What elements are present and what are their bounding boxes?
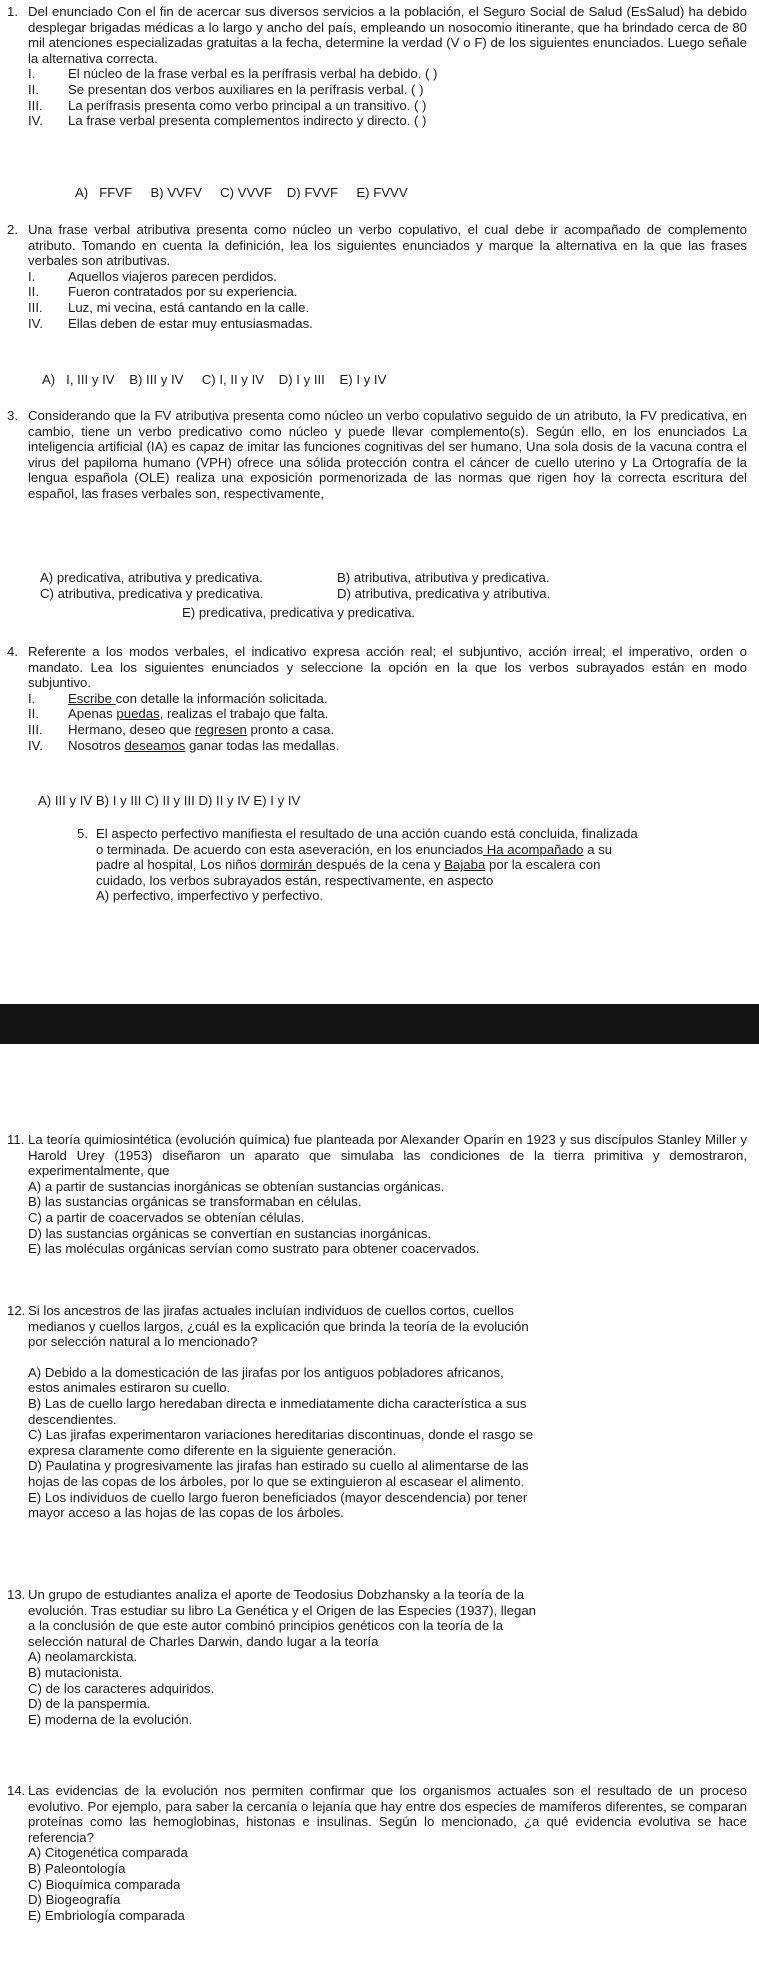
question-text: medianos y cuellos largos, ¿cuál es la explicación que brinda la teoría de la evolución: [28, 1318, 529, 1334]
question-text: por selección natural a lo mencionado?: [28, 1334, 258, 1350]
question-1: [7, 4, 747, 129]
statement: IV. La frase verbal presenta complementos indirecto y directo. ( ): [28, 113, 427, 129]
option-e-cont: mayor acceso a las hojas de las copas de los árboles.: [28, 1505, 344, 1521]
option-b: B) Las de cuello largo heredaban directa e inmediatamente dicha característica a sus: [28, 1395, 527, 1411]
option-b: B) mutacionista.: [28, 1664, 123, 1680]
option-b-cont: descendientes.: [28, 1411, 117, 1427]
question-number: 4.: [7, 644, 18, 659]
option-b: B) atributiva, atributiva y predicativa.: [337, 570, 550, 585]
option-a: A) a partir de sustancias inorgánicas se obtenían sustancias orgánicas.: [28, 1178, 445, 1194]
option-a-cont: estos animales estiraron su cuello.: [28, 1380, 231, 1396]
question-number: 14.: [7, 1783, 26, 1798]
answer-options: A) III y IV B) I y III C) II y III D) II y IV E) I y IV: [38, 793, 301, 808]
question-14: [7, 1783, 747, 1923]
question-text: La teoría quimiosintética (evolución química) fue planteada por Alexander Oparín en 1923 y sus discípulos Stanley Miller y Harold Urey (1953) diseñaron un aparato que simulaba las condiciones de la tierra primitiva y demostraron, experimentalmente, que: [28, 1132, 747, 1179]
underlined-verb: regresen: [194, 721, 247, 737]
option-e: E) Embriología comparada: [28, 1907, 185, 1923]
question-text: Considerando que la FV atributiva presenta como núcleo un verbo copulativo seguido de un atributo, la FV predicativa, en cambio, tiene un verbo predicativo como núcleo y puede llevar complemento(s). Según ello, en los enunciados La inteligencia artificial (IA) es capaz de imitar las funciones cognitivas del ser humano, Una sola dosis de la vacuna contra el virus del papiloma humano (VPH) ofrece una sólida protección contra el cáncer de cuello uterino y La Ortografía de la lengua española (OLE) realiza una exposición pormenorizada de las normas que rigen hoy la correcta escritura del español, las frases verbales son, respectivamente,: [28, 408, 747, 501]
option-a: A) neolamarckista.: [28, 1649, 138, 1665]
option-d: D) atributiva, predicativa y atributiva.: [337, 586, 551, 601]
option-a: A) Debido a la domesticación de las jirafas por los antiguos pobladores africanos,: [28, 1364, 504, 1380]
option-c: C) Las jirafas experimentaron variaciones hereditarias discontinuas, donde el rasgo se: [28, 1427, 534, 1443]
question-text: Un grupo de estudiantes analiza el aporte de Teodosius Dobzhansky a la teoría de la: [28, 1587, 525, 1602]
statement: II. Apenas puedas, realizas el trabajo que falta.: [28, 706, 329, 722]
question-11: [7, 1132, 747, 1257]
option-c: C) de los caracteres adquiridos.: [28, 1680, 215, 1696]
option-e: E) predicativa, predicativa y predicativa.: [182, 605, 416, 620]
statement-list: [28, 691, 747, 753]
underlined-verb: Bajaba: [444, 857, 486, 873]
statement: III. La perífrasis presenta como verbo principal a un transitivo. ( ): [28, 97, 427, 113]
option-a: A) perfectivo, imperfectivo y perfectivo.: [96, 888, 324, 904]
answer-options: A) I, III y IV B) III y IV C) I, II y IV D) I y III E) I y IV: [42, 372, 387, 387]
question-5: 5. El aspecto perfectivo manifiesta el resultado de una acción cuando está concluida, finalizada o terminada. De acuerdo con esta aseveración, en los enunciados Ha acompañado a su padre al hospital, Los niños dormirán después de la cena y Bajaba por la escalera con cuidado, los verbos subrayados están, respectivamente, en aspecto A) perfectivo, imperfectivo y perfectivo.: [77, 826, 747, 904]
underlined-verb: dormirán: [260, 857, 316, 873]
option-d: D) de la panspermia.: [28, 1696, 151, 1712]
statement: III. Luz, mi vecina, está cantando en la calle.: [28, 299, 310, 315]
question-text: Una frase verbal atributiva presenta como núcleo un verbo copulativo, el cual debe ir acompañado de complemento atributo. Tomando en cuenta la definición, lea los siguientes enunciados y marque la alternativa en la que las frases verbales son atributivas.: [28, 222, 747, 269]
option-e: E) moderna de la evolución.: [28, 1711, 193, 1727]
underlined-verb: Ha acompañado: [483, 841, 584, 857]
question-number: 12.: [7, 1303, 26, 1318]
question-number: 5.: [77, 826, 88, 841]
option-a: A) predicativa, atributiva y predicativa.: [40, 570, 263, 585]
page-divider: [0, 1004, 759, 1044]
question-text: selección natural de Charles Darwin, dando lugar a la teoría: [28, 1633, 379, 1649]
statement-list: [28, 66, 747, 128]
underlined-verb: deseamos: [124, 737, 186, 753]
question-text: evolución. Tras estudiar su libro La Genética y el Origen de las Especies (1937), llegan: [28, 1602, 536, 1618]
statement: II. Fueron contratados por su experiencia.: [28, 284, 298, 300]
underlined-verb: puedas: [116, 706, 160, 722]
question-text: Si los ancestros de las jirafas actuales incluían individuos de cuellos cortos, cuellos: [28, 1303, 514, 1318]
option-d: D) Biogeografía: [28, 1892, 121, 1908]
question-12: [7, 1303, 747, 1521]
option-b: B) Paleontología: [28, 1860, 126, 1876]
option-e: E) Los individuos de cuello largo fueron beneficiados (mayor descendencia) por tener: [28, 1489, 528, 1505]
question-2: [7, 222, 747, 331]
question-number: 3.: [7, 408, 18, 423]
question-text: a la conclusión de que este autor combinó principios genéticos con la teoría de la: [28, 1618, 504, 1634]
statement: IV. Ellas deben de estar muy entusiasmadas.: [28, 315, 313, 331]
question-13: [7, 1587, 747, 1727]
statement: I. El núcleo de la frase verbal es la perífrasis verbal ha debido. ( ): [28, 66, 438, 82]
statement: IV. Nosotros deseamos ganar todas las medallas.: [28, 737, 340, 753]
question-number: 1.: [7, 4, 18, 19]
option-d: D) Paulatina y progresivamente las jirafas han estirado su cuello al alimentarse de las: [28, 1458, 529, 1474]
option-b: B) las sustancias orgánicas se transformaban en células.: [28, 1194, 362, 1210]
answer-options: A) FFVF B) VVFV C) VVVF D) FVVF E) FVVV: [75, 185, 408, 200]
question-number: 2.: [7, 222, 18, 237]
statement: III. Hermano, deseo que regresen pronto a casa.: [28, 721, 335, 737]
question-text: Referente a los modos verbales, el indicativo expresa acción real; el subjuntivo, acción irreal; el imperativo, orden o mandato. Lea los siguientes enunciados y seleccione la opción en la que los verbos subrayados están en modo subjuntivo.: [28, 644, 747, 691]
statement: II. Se presentan dos verbos auxiliares en la perífrasis verbal. ( ): [28, 81, 424, 97]
option-c: C) a partir de coacervados se obtenían células.: [28, 1209, 305, 1225]
question-text: Las evidencias de la evolución nos permiten confirmar que los organismos actuales son el resultado de un proceso evolutivo. Por ejemplo, para saber la cercanía o lejanía que hay entre dos especies de mamíferos diferentes, se comparan proteínas como las hemoglobinas, histonas e insulinas. Según lo mencionado, ¿a qué evidencia evolutiva se hace referencia?: [28, 1783, 747, 1845]
question-number: 11.: [7, 1132, 25, 1147]
option-d: D) las sustancias orgánicas se convertían en sustancias inorgánicas.: [28, 1225, 432, 1241]
option-e: E) las moléculas orgánicas servían como sustrato para obtener coacervados.: [28, 1241, 480, 1257]
question-3: [7, 408, 747, 502]
option-c: C) Bioquímica comparada: [28, 1876, 181, 1892]
statement-list: [28, 269, 747, 331]
question-number: 13.: [7, 1587, 26, 1602]
statement: I. Escribe con detalle la información solicitada.: [28, 690, 328, 706]
option-a: A) Citogenética comparada: [28, 1845, 188, 1861]
question-4: [7, 644, 747, 753]
question-text: Del enunciado Con el fin de acercar sus diversos servicios a la población, el Seguro Social de Salud (EsSalud) ha debido desplegar brigadas médicas a lo largo y ancho del país, empleando un nosocomio itinerante, que ha brindado cerca de 80 mil atenciones especializadas gratuitas a la fecha, determine la verdad (V o F) de los siguientes enunciados. Luego señale la alternativa correcta.: [28, 4, 747, 66]
option-c-cont: expresa claramente como diferente en la siguiente generación.: [28, 1442, 397, 1458]
option-d-cont: hojas de las copas de los árboles, por lo que se extinguieron al escasear el alimento.: [28, 1473, 525, 1489]
option-c: C) atributiva, predicativa y predicativa.: [40, 586, 264, 601]
underlined-verb: Escribe: [68, 690, 116, 706]
statement: I. Aquellos viajeros parecen perdidos.: [28, 268, 277, 284]
